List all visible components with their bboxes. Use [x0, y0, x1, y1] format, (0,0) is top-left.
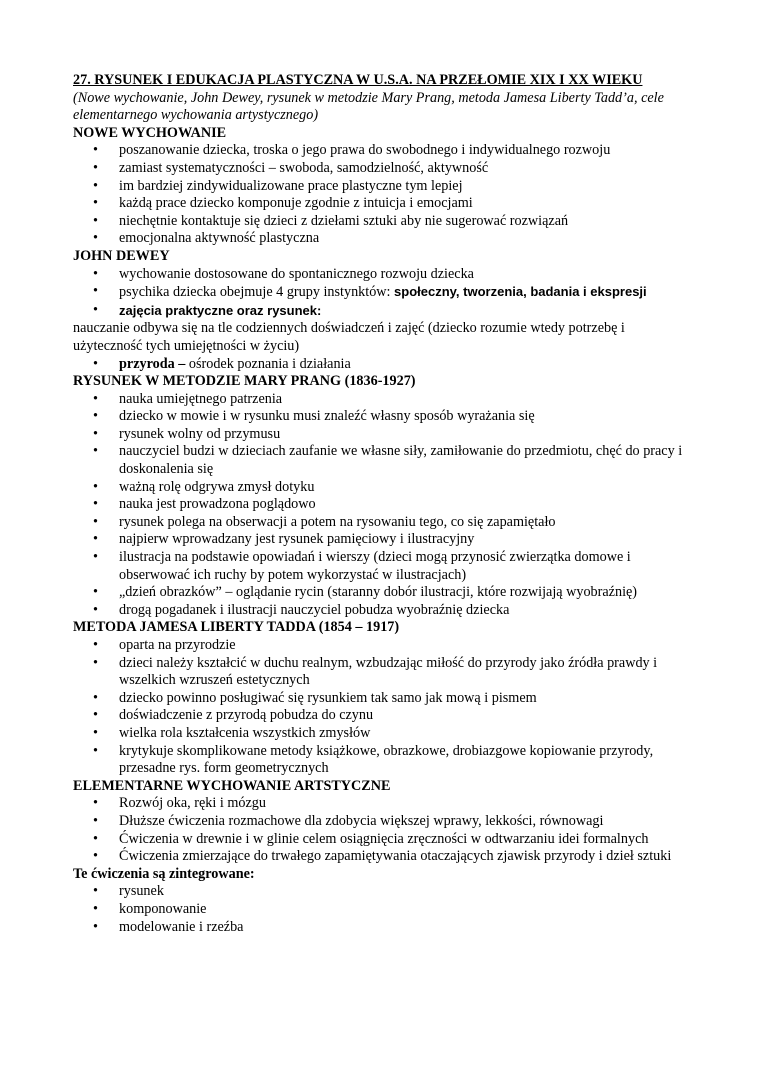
list-item-text: psychika dziecka obejmuje 4 grupy instynktów:: [119, 284, 395, 301]
list-item: • Rozwój oka, ręki i mózgu: [73, 795, 693, 813]
list-zintegrowane: [73, 883, 693, 936]
list-item: • niechętnie kontaktuje się dzieci z dziełami sztuki aby nie sugerować rozwiązań: [73, 213, 693, 231]
list-item: • wychowanie dostosowane do spontanicznego rozwoju dziecka: [73, 266, 693, 284]
list-item: • każdą prace dziecko komponuje zgodnie z intuicja i emocjami: [73, 195, 693, 213]
list-item: • nauka jest prowadzona poglądowo: [73, 496, 693, 514]
list-item: • modelowanie i rzeźba: [73, 919, 693, 937]
list-item: • nauka umiejętnego patrzenia: [73, 391, 693, 409]
list-item: [73, 302, 693, 321]
section-heading-elementarne: ELEMENTARNE WYCHOWANIE ARTSTYCZNE: [73, 777, 391, 794]
list-item-bold: społeczny, tworzenia, badania i ekspresji: [394, 284, 647, 300]
list-item: • komponowanie: [73, 901, 693, 919]
list-item: • krytykuje skomplikowane metody książkowe, obrazkowe, drobiazgowe kopiowanie przyrody, przesadne rys. form geometrycznych: [73, 743, 693, 778]
list-item: • „dzień obrazków” – oglądanie rycin (staranny dobór ilustracji, które rozwijają wyobraźnię): [73, 584, 693, 602]
list-item: • emocjonalna aktywność plastyczna: [73, 230, 693, 248]
section-heading-dewey: JOHN DEWEY: [73, 247, 170, 264]
list-item: • najpierw wprowadzany jest rysunek pamięciowy i ilustracyjny: [73, 531, 693, 549]
section-heading-prang: RYSUNEK W METODZIE MARY PRANG (1836-1927): [73, 373, 416, 390]
list-item: • rysunek polega na obserwacji a potem na rysowaniu tego, co się zapamiętało: [73, 514, 693, 532]
list-item: • doświadczenie z przyrodą pobudza do czynu: [73, 707, 693, 725]
list-item: • ważną rolę odgrywa zmysł dotyku: [73, 479, 693, 497]
section-heading-nowe: NOWE WYCHOWANIE: [73, 124, 227, 141]
list-item: • drogą pogadanek i ilustracji nauczyciel pobudza wyobraźnię dziecka: [73, 602, 693, 620]
list-item-text: ośrodek poznania i działania: [188, 355, 351, 372]
list-dewey-2: [73, 356, 693, 374]
section-heading-tadd: METODA JAMESA LIBERTY TADDA (1854 – 1917): [73, 619, 400, 636]
list-item: • Ćwiczenia w drewnie i w glinie celem osiągnięcia zręczności w odtwarzaniu idei formalnych: [73, 831, 693, 849]
list-item: • im bardziej zindywidualizowane prace plastyczne tym lepiej: [73, 178, 693, 196]
list-elementarne: [73, 795, 693, 865]
list-item: • dziecko w mowie i w rysunku musi znaleźć własny sposób wyrażania się: [73, 408, 693, 426]
list-item: • wielka rola kształcenia wszystkich zmysłów: [73, 725, 693, 743]
list-item: • dzieci należy kształcić w duchu realnym, wzbudzając miłość do przyrody jako źródła prawdy i wszelkich wzruszeń estetycznych: [73, 655, 693, 690]
section-heading-zintegrowane: Te ćwiczenia są zintegrowane:: [73, 865, 255, 882]
list-prang: [73, 391, 693, 620]
list-item: • ilustracja na podstawie opowiadań i wierszy (dzieci mogą przynosić zwierzątka domowe i obserwować ich ruchy by potem wykorzystać w ilustracjach): [73, 549, 693, 584]
list-item: • nauczyciel budzi w dzieciach zaufanie we własne siły, zamiłowanie do przedmiotu, chęć do pracy i doskonalenia się: [73, 443, 693, 478]
list-item: • zamiast systematyczności – swoboda, samodzielność, aktywność: [73, 160, 693, 178]
list-item: [73, 283, 693, 302]
list-item: • rysunek wolny od przymusu: [73, 426, 693, 444]
list-item: • dziecko powinno posługiwać się rysunkiem tak samo jak mową i pismem: [73, 690, 693, 708]
document-page: [73, 72, 693, 936]
document-subtitle: (Nowe wychowanie, John Dewey, rysunek w metodzie Mary Prang, metoda Jamesa Liberty Tadd’a, cele elementarnego wychowania artystycznego): [73, 89, 664, 124]
dewey-paragraph: nauczanie odbywa się na tle codziennych doświadczeń i zajęć (dziecko rozumie wtedy potrzebę i użyteczność tych umiejętności w życiu): [73, 320, 625, 354]
list-item-bold: przyroda –: [119, 355, 189, 372]
list-item: • poszanowanie dziecka, troska o jego prawa do swobodnego i indywidualnego rozwoju: [73, 142, 693, 160]
list-dewey: [73, 266, 693, 321]
list-item-bold: zajęcia praktyczne oraz rysunek:: [119, 302, 322, 318]
list-item: • Dłuższe ćwiczenia rozmachowe dla zdobycia większej wprawy, lekkości, równowagi: [73, 813, 693, 831]
list-tadd: [73, 637, 693, 778]
list-nowe: [73, 142, 693, 248]
list-item: • oparta na przyrodzie: [73, 637, 693, 655]
document-title: 27. RYSUNEK I EDUKACJA PLASTYCZNA W U.S.A. NA PRZEŁOMIE XIX I XX WIEKU: [73, 72, 643, 88]
list-item: • rysunek: [73, 883, 693, 901]
list-item: [73, 356, 693, 374]
list-item: • Ćwiczenia zmierzające do trwałego zapamiętywania otaczających zjawisk przyrody i dzieł sztuki: [73, 848, 693, 866]
